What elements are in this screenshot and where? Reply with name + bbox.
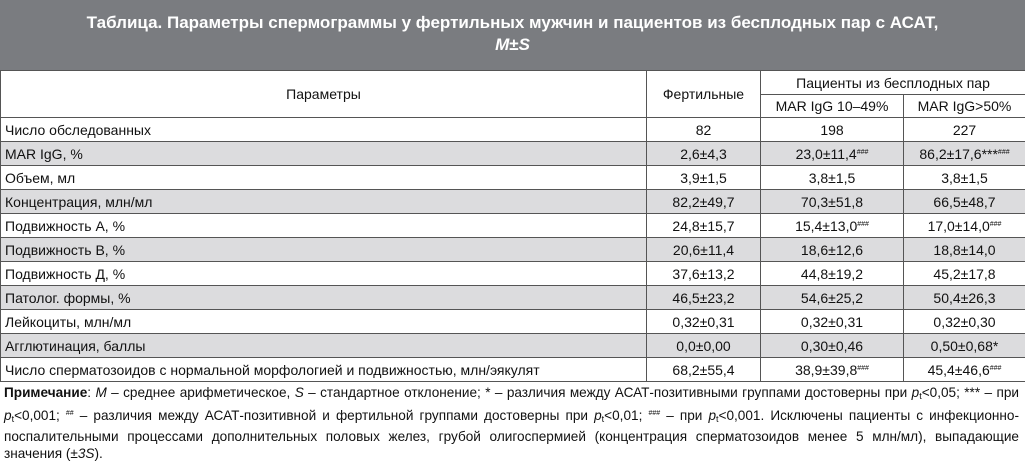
- mar-low-cell: [761, 238, 904, 262]
- param-cell: Подвижность В, %: [1, 238, 647, 262]
- param-cell: Агглютинация, баллы: [1, 334, 647, 358]
- mar-low-cell: [761, 142, 904, 166]
- param-cell: Подвижность А, %: [1, 214, 647, 238]
- mar-high-cell: [904, 118, 1025, 142]
- mar-low-cell: [761, 310, 904, 334]
- mar-high-cell-value: 0,50±0,68*: [930, 337, 999, 354]
- note-text: S: [294, 385, 304, 400]
- significance-marker: ###: [856, 148, 869, 156]
- mar-low-cell-value: 18,6±12,6: [800, 241, 864, 258]
- mar-high-cell: [904, 358, 1025, 382]
- mar-low-cell-value: 54,6±25,2: [800, 289, 864, 306]
- significance-marker: ###: [857, 220, 869, 228]
- fertile-cell: 82,2±49,7: [647, 190, 761, 214]
- spermogram-table: [0, 70, 1025, 382]
- title-pm-symbol: ±: [509, 35, 519, 54]
- mar-high-cell: [904, 286, 1025, 310]
- table-row: [1, 310, 1025, 334]
- note-text: – при: [660, 408, 709, 423]
- param-cell: MAR IgG, %: [1, 142, 647, 166]
- param-cell: Число обследованных: [1, 118, 647, 142]
- param-cell: Подвижность Д, %: [1, 262, 647, 286]
- title-line-1: Таблица. Параметры спермограммы у фертильных мужчин и пациентов из бесплодных пар с АСАТ,: [86, 13, 939, 32]
- mar-high-cell-value: 17,0±14,0: [927, 217, 990, 234]
- mar-low-cell-value: 0,30±0,46: [800, 337, 864, 354]
- fertile-cell: 24,8±15,7: [647, 214, 761, 238]
- mar-low-cell: [761, 262, 904, 286]
- note-text: – среднее арифметическое,: [106, 385, 295, 400]
- header-fertile: Фертильные: [647, 71, 761, 118]
- table-title: [0, 0, 1025, 70]
- mar-low-cell-value: 198: [820, 121, 844, 138]
- mar-high-cell-value: 45,4±46,6: [927, 361, 990, 378]
- fertile-cell: 3,9±1,5: [647, 166, 761, 190]
- mar-low-cell-value: 44,8±19,2: [800, 265, 864, 282]
- header-mar-high: MAR IgG>50%: [904, 95, 1025, 118]
- mar-high-cell-value: 66,5±48,7: [933, 193, 996, 210]
- mar-high-cell-value: 18,8±14,0: [933, 241, 996, 258]
- table-note: [0, 382, 1025, 462]
- table-row: [1, 238, 1025, 262]
- header-patients-group: Пациенты из бесплодных пар: [761, 71, 1025, 95]
- table-row: [1, 334, 1025, 358]
- note-text: t: [601, 414, 605, 424]
- significance-marker: ###: [989, 220, 1002, 228]
- mar-high-cell: [904, 334, 1025, 358]
- significance-marker: ###: [857, 364, 869, 372]
- note-text: t: [11, 414, 15, 424]
- mar-low-cell-value: 3,8±1,5: [808, 169, 856, 186]
- title-mean-symbol: M: [495, 35, 510, 54]
- note-text: – различия между АСАТ-позитивной и фертильной группами достоверны при: [73, 408, 595, 423]
- mar-high-cell-value: 227: [952, 121, 977, 138]
- note-text: ##: [65, 410, 74, 417]
- mar-high-cell-value: 3,8±1,5: [941, 169, 988, 186]
- significance-marker: ###: [989, 364, 1002, 372]
- param-cell: Число сперматозоидов с нормальной морфологией и подвижностью, млн/эякулят: [1, 358, 647, 382]
- note-text: <0,01;: [604, 408, 649, 423]
- fertile-cell: 37,6±13,2: [647, 262, 761, 286]
- note-text: ###: [648, 410, 661, 417]
- table-row: [1, 190, 1025, 214]
- table-body: [1, 118, 1025, 382]
- mar-low-cell: [761, 334, 904, 358]
- table-row: [1, 358, 1025, 382]
- note-text: M: [95, 385, 107, 400]
- note-text: t: [716, 414, 719, 424]
- note-text: – стандартное отклонение; * – различия между АСАТ-позитивными группами достоверны при: [303, 385, 912, 400]
- mar-low-cell-value: 70,3±51,8: [800, 193, 864, 210]
- mar-high-cell: [904, 238, 1025, 262]
- fertile-cell: 82: [647, 118, 761, 142]
- fertile-cell: 0,0±0,00: [647, 334, 761, 358]
- mar-low-cell: [761, 286, 904, 310]
- param-cell: Лейкоциты, млн/мл: [1, 310, 647, 334]
- significance-marker: ###: [997, 148, 1010, 156]
- header-mar-low: MAR IgG 10–49%: [761, 95, 904, 118]
- param-cell: Патолог. формы, %: [1, 286, 647, 310]
- table-row: [1, 166, 1025, 190]
- mar-low-cell-value: 38,9±39,8: [795, 361, 858, 378]
- mar-high-cell: [904, 166, 1025, 190]
- mar-low-cell: [761, 358, 904, 382]
- note-text: t: [919, 391, 922, 401]
- fertile-cell: 46,5±23,2: [647, 286, 761, 310]
- mar-low-cell-value: 15,4±13,0: [795, 217, 858, 234]
- mar-high-cell: [904, 310, 1025, 334]
- note-label: Примечание: [4, 385, 88, 400]
- mar-low-cell-value: 23,0±11,4: [795, 145, 857, 162]
- table-row: [1, 118, 1025, 142]
- mar-high-cell: [904, 190, 1025, 214]
- mar-low-cell: [761, 118, 904, 142]
- mar-high-cell: [904, 142, 1025, 166]
- mar-low-cell: [761, 166, 904, 190]
- table-row: [1, 286, 1025, 310]
- mar-high-cell: [904, 214, 1025, 238]
- mar-low-cell-value: 0,32±0,31: [800, 313, 864, 330]
- note-text: <0,05; *** – при: [921, 385, 1019, 400]
- fertile-cell: 2,6±4,3: [647, 142, 761, 166]
- title-sd-symbol: S: [518, 35, 530, 54]
- note-text: p: [594, 408, 602, 423]
- table-row: [1, 214, 1025, 238]
- param-cell: Объем, мл: [1, 166, 647, 190]
- mar-low-cell: [761, 214, 904, 238]
- fertile-cell: 0,32±0,31: [647, 310, 761, 334]
- fertile-cell: 68,2±55,4: [647, 358, 761, 382]
- table-row: [1, 262, 1025, 286]
- table-row: [1, 142, 1025, 166]
- mar-low-cell: [761, 190, 904, 214]
- note-text: ).: [94, 446, 103, 461]
- mar-high-cell: [904, 262, 1025, 286]
- note-text: <0,001;: [14, 408, 66, 423]
- mar-high-cell-value: 45,2±17,8: [933, 265, 996, 282]
- param-cell: Концентрация, млн/мл: [1, 190, 647, 214]
- note-text: 3S: [77, 446, 95, 461]
- note-text: :: [87, 385, 96, 400]
- mar-high-cell-value: 86,2±17,6***: [919, 145, 998, 162]
- fertile-cell: 20,6±11,4: [647, 238, 761, 262]
- mar-high-cell-value: 0,32±0,30: [933, 313, 996, 330]
- note-text: p: [708, 408, 717, 423]
- note-text: p: [911, 385, 920, 400]
- mar-high-cell-value: 50,4±26,3: [933, 289, 996, 306]
- header-params: Параметры: [1, 71, 647, 118]
- title-line-2: [0, 34, 1025, 56]
- note-text: <0,001. Исключены пациенты с инфекционно-поспалительными процессами дополнительных половых желез, грубой олигоспермией (концентрация сперматозоидов менее 5 млн/мл), выпадающие значения (±: [4, 408, 1020, 461]
- note-text: p: [4, 408, 12, 423]
